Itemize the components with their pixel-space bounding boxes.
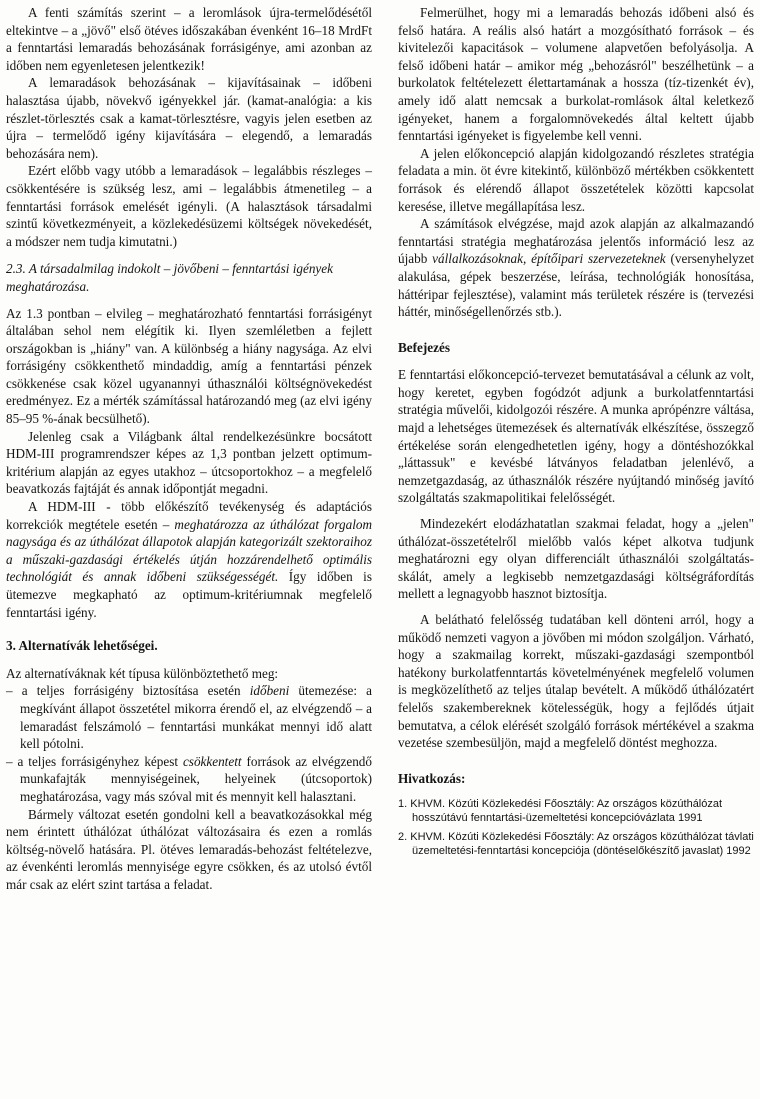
left-column (6, 4, 372, 894)
list-item (6, 682, 372, 752)
list-item-text: – a teljes forrásigény biztosítása esetén (6, 683, 250, 699)
right-column (398, 4, 754, 858)
paragraph: Mindezekért elodázhatatlan szakmai feladat, hogy a „jelen" úthálózat-összetételről mielőbb valós képet alkotva tudjunk meghatározni egy olyan differenciált úthasználói szolgáltatás-skálát, amely a legkisebb nemzetgazdasági költségráfordítás mellett a legnagyobb hasznot biztosítja. (398, 516, 754, 602)
paragraph: A belátható felelősség tudatában kell dönteni arról, hogy a működő nemzeti vagyon a jövőben mi módon szolgáljon. Várható, hogy a szakmailag korrekt, műszaki-gazdasági szempontból hatékony burkolatfenntartás követelményének megfelelő volumen is megközelíthető az teljes útalap bevételt. A működő úthálózatért felelős szakembereknek kötelességük, hogy a fejlődés útjait bemutatva, a célok elérését szolgáló források mértékével a szakma vezetése szembesüljön, majd a megfelelő döntést meghozza. (398, 612, 754, 751)
paragraph-gap (398, 507, 754, 515)
emphasized-text: meghatározza az úthálózat forgalom nagysága és az úthálózat állapotok alapján kategorizált szektoraihoz a műszaki-gazdasági értékelés útján hozzárendelhető optimális technológiát és annak időbeni szükségességét. (6, 516, 372, 585)
paragraph: Az 1.3 pontban – elvileg – meghatározható fenntartási forrásigényt általában sehol nem elégítik ki. Ilyen szemléletben a fejlett országokban is „hiány" van. A különbség a hiány nagysága. Az elvi forrásigény csökkenthető mindaddig, amíg a fenntartási pénzek csökkenése csak közel ugyanannyi úthasználói költségnövekedést eredményez. Ez a mérték számítással határozandó meg (az elvi igény 85–95 %-ának becsülhető). (6, 305, 372, 427)
section-heading: Befejezés (398, 339, 450, 355)
emphasized-text: csökkentett (182, 753, 242, 769)
paragraph: Bármely változat esetén gondolni kell a beavatkozásokkal még nem érintett úthálózat úthálózat változásaira és ezen a romlás költség-növelő hatására. Pl. ötéves lemaradás-behozást feltételezve, az évenkénti leromlás mennyisége egyre csökken, és az utolsó évtől már csak az elért szint tartása a feladat. (6, 806, 372, 892)
paragraph: A lemaradások behozásának – kijavításainak – időbeni halasztása újabb, növekvő igényekkel jár. (kamat-analógia: a kis részlet-törlesztés csak a kamat-törlesztésre, vagyis jelen esetben az újra – termelődő igény kijavítására – elegendő, a lemaradás behozására nem). (6, 75, 372, 161)
emphasized-text: vállalkozásoknak, építőipari szervezeteknek (432, 251, 666, 267)
list-item-text: források az elvégzendő munkafajták mennyiségeinek, helyeinek (útcsoportok) meghatározása, vagy más szóval mit és mennyit kell halasztani. (20, 753, 372, 804)
list-item-text: – a teljes forrásigényhez képest (6, 753, 183, 769)
paragraph: Ezért előbb vagy utóbb a lemaradások – legalábbis részleges – csökkentésére is szükség lesz, ami – legalábbis átmenetileg – a fenntartási források emelését igényli. (A halasztások társadalmi szintű következményeit, a közlekedésüzemi költségek növekedését, a módszer nem tudja kimutatni.) (6, 163, 372, 249)
paragraph-text: (versenyhelyzet alakulása, gépek beszerzése, leírása, technológiák honosítása, háttéripar fejlesztése), valamint más területek részére is (tervezési háttér, minőségellenőrzés stb.). (398, 251, 754, 320)
section-heading: 3. Alternatívák lehetőségei. (6, 638, 158, 654)
paragraph: Az alternatíváknak két típusa különböztethető meg: (6, 665, 279, 681)
paragraph: A jelen előkoncepció alapján kidolgozandó részletes stratégia feladata a min. öt évre kitekintő, különböző mértékben csökkentett források és elérendő állapot összetételek közötti kapcsolat keresése, illetve megállapítása lesz. (398, 145, 754, 214)
references-heading: Hivatkozás: (398, 770, 466, 786)
paragraph-text: A számítások elvégzése, majd azok alapján az alkalmazandó fenntartási stratégia meghatározása jelentős információ lesz az újabb (398, 216, 754, 267)
section-subheading: 2.3. A társadalmilag indokolt – jövőbeni – fenntartási igények meghatározása. (6, 261, 333, 294)
paragraph: A fenti számítás szerint – a leromlások újra-termelődésétől eltekintve – a „jövő" első ötéves időszakában évenként 16–18 MrdFt a fenntartási lemaradás behozásának forrásigénye, ami azonban az időben nem egyenletesen jelentkezik! (6, 5, 372, 73)
list-item (6, 753, 372, 806)
paragraph: Felmerülhet, hogy mi a lemaradás behozás időbeni alsó és felső határa. A reális alsó határt a mozgósítható források – és kivitelezői kapacitások – volumene alapvetően befolyásolja. A felső időbeni határ – amikor még „behozásról" beszélhetünk – a burkolatok feltételezett élettartamának a hossza (tíz-tizenkét év), amely idő alatt nemcsak a burkolat-romlások által keletkező igényeket, hanem a forgalomnövekedés által keltett újabb fenntartási igényeket is figyelembe kell venni. (398, 5, 754, 144)
paragraph-text: A HDM-III - több előkészítő tevékenység és adaptációs korrekciók megtétele esetén – (6, 499, 372, 532)
paragraph: E fenntartási előkoncepció-tervezet bemutatásával a célunk az volt, hogy keretet, egyben fogódzót adjunk a burkolatfenntartási stratégia művelői, kidolgozói részére. A munka aprópénzre váltása, majd a lehetséges ütemezések és alternatívák elkészítése, összegző értékelése során elengedhetetlen igény, hogy a döntéshozókkal „láttassuk" e kevésbé látványos feladatban jelenlévő, a nemzetgazdaság, az úthasználók részére nyújtandó minőség javító szolgáltatás szakmapolitikai felelősségét. (398, 367, 754, 506)
list-item-text: ütemezése: a megkívánt állapot összetétel mikorra érendő el, az elvégzendő – a lemaradást felszámoló – fenntartási munkákat mennyi idő alatt kell pótolni. (20, 683, 372, 752)
paragraph (6, 498, 372, 621)
paragraph-gap (398, 603, 754, 611)
emphasized-text: időbeni (249, 683, 290, 699)
reference-item: 2. KHVM. Közúti Közlekedési Főosztály: Az országos közúthálózat távlati üzemeltetési-fenntartási koncepciója (döntéselőkészítő javaslat) 1992 (398, 831, 754, 858)
reference-item: 1. KHVM. Közúti Közlekedési Főosztály: Az országos közúthálózat hosszútávú fenntartási-üzemeltetési koncepcióvázlata 1991 (398, 798, 723, 825)
paragraph (398, 215, 754, 321)
paragraph: Jelenleg csak a Világbank által rendelkezésünkre bocsátott HDM-III programrendszer képes az 1,3 pontban jelzett optimum-kritérium alapján az egyes utakhoz – útcsoportokhoz – a megfelelő beavatkozás fajtáját és annak időpontját megadni. (6, 428, 372, 497)
paragraph-text: Így időben is ütemezve megkapható az optimum-kritériumnak megfelelő fenntartási igény. (6, 569, 372, 620)
